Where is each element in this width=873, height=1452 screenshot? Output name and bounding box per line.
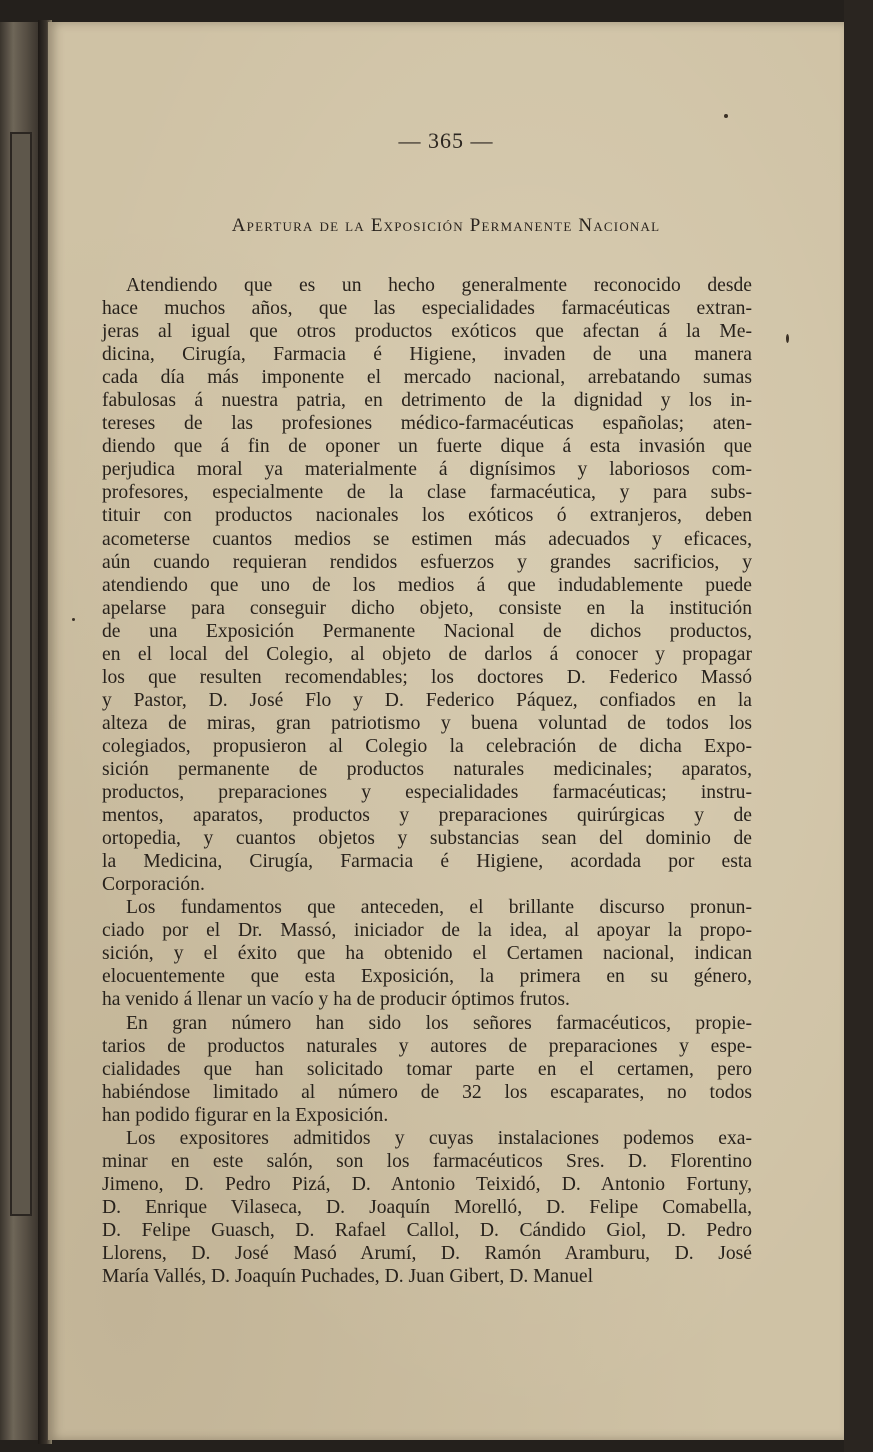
text-line: tarios de productos naturales y autores de preparaciones y espe- [102, 1035, 752, 1057]
text-line: alteza de miras, gran patriotismo y buena voluntad de todos los [102, 712, 752, 734]
paper-speck [72, 618, 75, 621]
text-line: Jimeno, D. Pedro Pizá, D. Antonio Teixidó, D. Antonio Fortuny, [102, 1173, 752, 1195]
text-line: apelarse para conseguir dicho objeto, consiste en la institución [102, 597, 752, 619]
text-line: profesores, especialmente de la clase farmacéutica, y para subs- [102, 482, 752, 504]
text-line: mentos, aparatos, productos y preparaciones quirúrgicas y de [102, 805, 752, 827]
text-line: sición permanente de productos naturales medicinales; aparatos, [102, 758, 752, 780]
text-line: En gran número han sido los señores farmacéuticos, propie- [126, 1012, 752, 1034]
text-line: tereses de las profesiones médico-farmacéuticas españolas; aten- [102, 413, 752, 435]
previous-page-border [10, 132, 32, 1216]
text-line: la Medicina, Cirugía, Farmacia é Higiene, acordada por esta [102, 851, 752, 873]
paper-speck [724, 114, 728, 118]
text-line: ha venido á llenar un vacío y ha de producir óptimos frutos. [102, 989, 570, 1011]
text-line: acometerse cuantos medios se estimen más adecuados y eficaces, [102, 528, 752, 550]
text-line: perjudica moral ya materialmente á dignísimos y laboriosos com- [102, 459, 752, 481]
text-line: sición, y el éxito que ha obtenido el Certamen nacional, indican [102, 943, 752, 965]
text-line: ortopedia, y cuantos objetos y substancias sean del dominio de [102, 828, 752, 850]
text-line: minar en este salón, son los farmacéuticos Sres. D. Florentino [102, 1150, 752, 1172]
text-line: habiéndose limitado al número de 32 los escaparates, no todos [102, 1081, 752, 1103]
text-line: productos, preparaciones y especialidades farmacéuticas; instru- [102, 782, 752, 804]
paragraph [102, 1127, 752, 1288]
text-line: cada día más imponente el mercado nacional, arrebatando sumas [102, 367, 752, 389]
text-line: hace muchos años, que las especialidades farmacéuticas extran- [102, 298, 752, 320]
text-line: dicina, Cirugía, Farmacia é Higiene, invaden de una manera [102, 344, 752, 366]
page-number: — 365 — [398, 128, 494, 153]
text-line: en el local del Colegio, al objeto de darlos á conocer y propagar [102, 643, 752, 665]
text-line: Llorens, D. José Masó Arumí, D. Ramón Aramburu, D. José [102, 1242, 752, 1264]
text-line: atendiendo que uno de los medios á que indudablemente puede [102, 574, 752, 596]
paper-speck [786, 334, 789, 343]
article-body [102, 274, 752, 1288]
text-line: Corporación. [102, 874, 205, 896]
paragraph [102, 274, 752, 896]
paragraph [102, 1012, 752, 1127]
text-line: cialidades que han solicitado tomar parte en el certamen, pero [102, 1058, 752, 1080]
text-line: Los expositores admitidos y cuyas instalaciones podemos exa- [126, 1127, 752, 1149]
text-line: María Vallés, D. Joaquín Puchades, D. Juan Gibert, D. Manuel [102, 1266, 594, 1288]
text-line: diendo que á fin de oponer un fuerte dique á esta invasión que [102, 436, 752, 458]
text-line: de una Exposición Permanente Nacional de dichos productos, [102, 620, 752, 642]
text-line: colegiados, propusieron al Colegio la celebración de dicha Expo- [102, 735, 752, 757]
book-page [48, 22, 844, 1440]
paragraph [102, 896, 752, 1011]
text-line: fabulosas á nuestra patria, en detrimento de la dignidad y los in- [102, 390, 752, 412]
text-line: y Pastor, D. José Flo y D. Federico Páquez, confiados en la [102, 689, 752, 711]
text-line: D. Felipe Guasch, D. Rafael Callol, D. Cándido Giol, D. Pedro [102, 1219, 752, 1241]
text-line: jeras al igual que otros productos exóticos que afectan á la Me- [102, 321, 752, 343]
text-line: D. Enrique Vilaseca, D. Joaquín Morelló, D. Felipe Comabella, [102, 1196, 752, 1218]
text-line: han podido figurar en la Exposición. [102, 1104, 389, 1126]
text-line: los que resulten recomendables; los doctores D. Federico Massó [102, 666, 752, 688]
page-heading: Apertura de la Exposición Permanente Nacional [231, 215, 661, 236]
text-line: tituir con productos nacionales los exóticos ó extranjeros, deben [102, 505, 752, 527]
text-line: elocuentemente que esta Exposición, la primera en su género, [102, 966, 752, 988]
text-line: Los fundamentos que anteceden, el brillante discurso pronun- [126, 897, 752, 919]
scan-background-margin [844, 0, 873, 1452]
text-line: ciado por el Dr. Massó, iniciador de la idea, al apoyar la propo- [102, 920, 752, 942]
text-line: Atendiendo que es un hecho generalmente reconocido desde [126, 275, 752, 296]
text-line: aún cuando requieran rendidos esfuerzos y grandes sacrificios, y [102, 551, 752, 573]
